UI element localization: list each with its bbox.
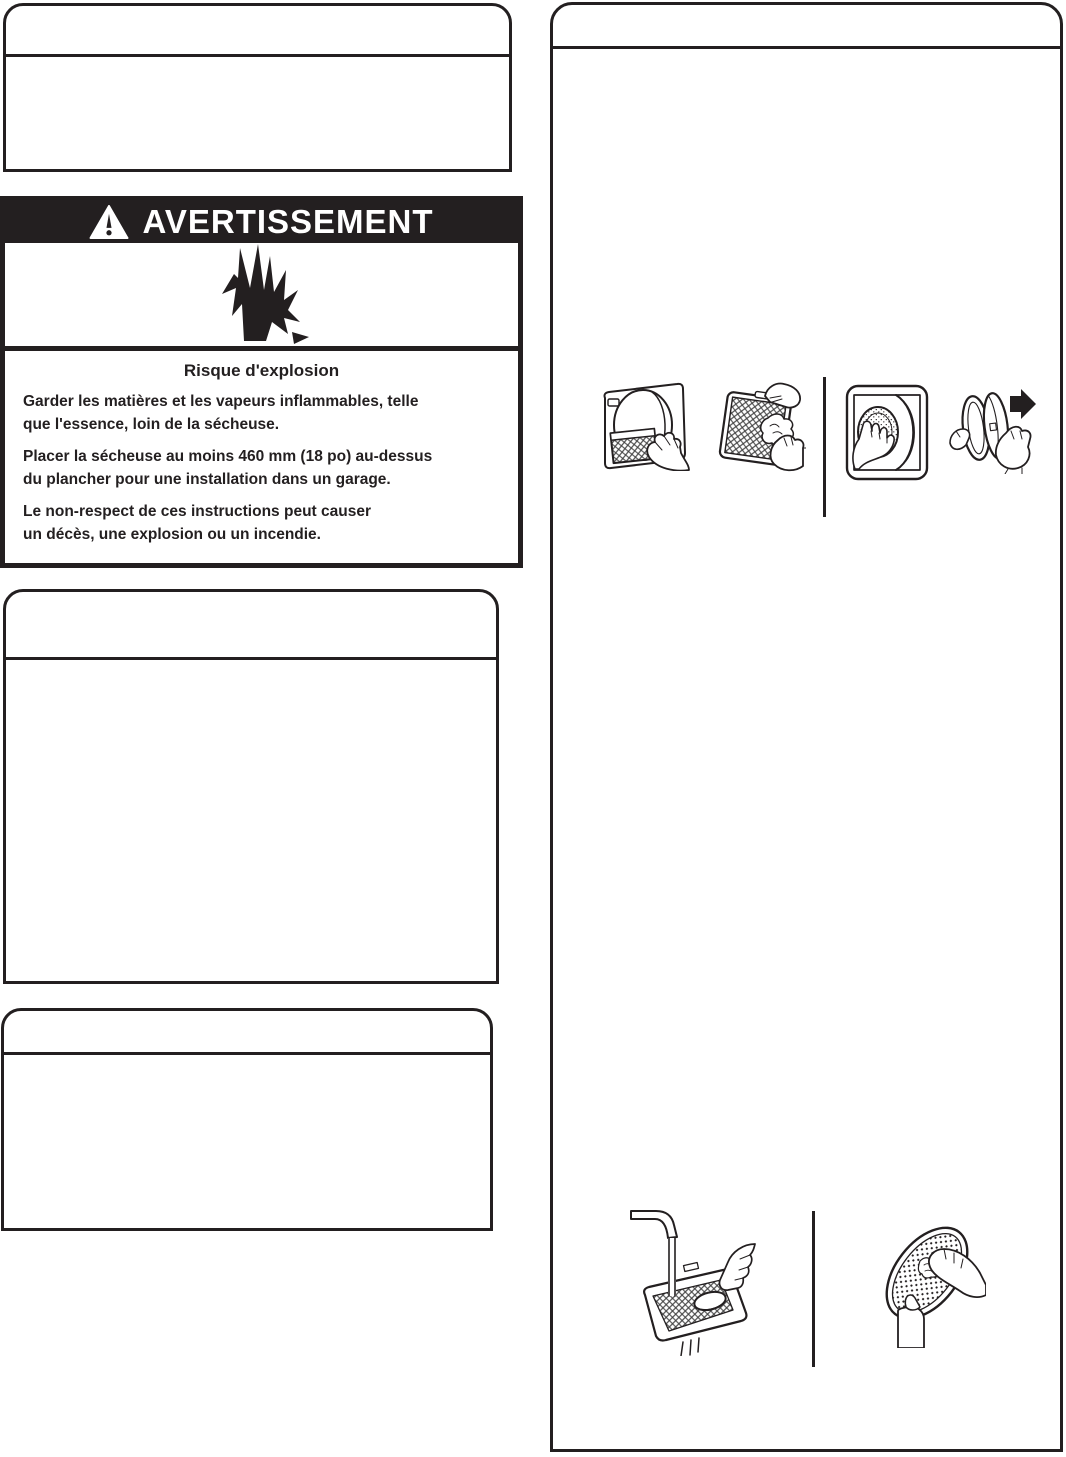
warning-banner-label: AVERTISSEMENT [142,202,434,240]
statement-line: du plancher pour une installation dans un garage. [23,471,391,488]
right-panel-header [553,5,1060,49]
note-box-top-left [3,3,512,172]
arrow-right-icon [1010,389,1036,419]
right-panel [550,2,1063,1452]
illustration-scrub-screen-under-faucet [628,1206,756,1356]
warning-statement [23,445,500,491]
warning-banner [5,201,518,243]
illustration-remove-lint-screen-from-dryer-door [593,381,691,471]
explosion-icon [214,244,310,345]
warning-statement [23,500,500,546]
note-box-top-left-header [6,6,509,57]
statement-line: un décès, une explosion ou un incendie. [23,526,321,543]
statement-line: Garder les matières et les vapeurs inflammables, telle [23,393,419,410]
statement-line: que l'essence, loin de la sécheuse. [23,416,280,433]
warning-pictogram-section [5,243,518,351]
warning-triangle-icon [89,205,129,240]
note-box-bottom-left-header [4,1011,490,1055]
warning-text-section [5,351,518,558]
warning-box [0,196,523,568]
illustration-press-lint-from-round-filter [845,383,929,482]
note-box-bottom-left [1,1008,493,1231]
illustration-divider-top [823,377,826,517]
warning-statement [23,390,500,436]
illustration-wipe-lint-from-screen [710,382,806,475]
illustration-handwash-perforated-filter [868,1203,986,1348]
illustration-divider-bottom [812,1211,815,1367]
statement-line: Placer la sécheuse au moins 460 mm (18 po) au-dessus [23,448,433,465]
note-box-middle-left-header [6,592,496,660]
note-box-middle-left [3,589,499,984]
hazard-title: Risque d'explosion [183,361,340,380]
illustration-separate-filter-halves [948,381,1038,474]
statement-line: Le non-respect de ces instructions peut causer [23,503,371,520]
